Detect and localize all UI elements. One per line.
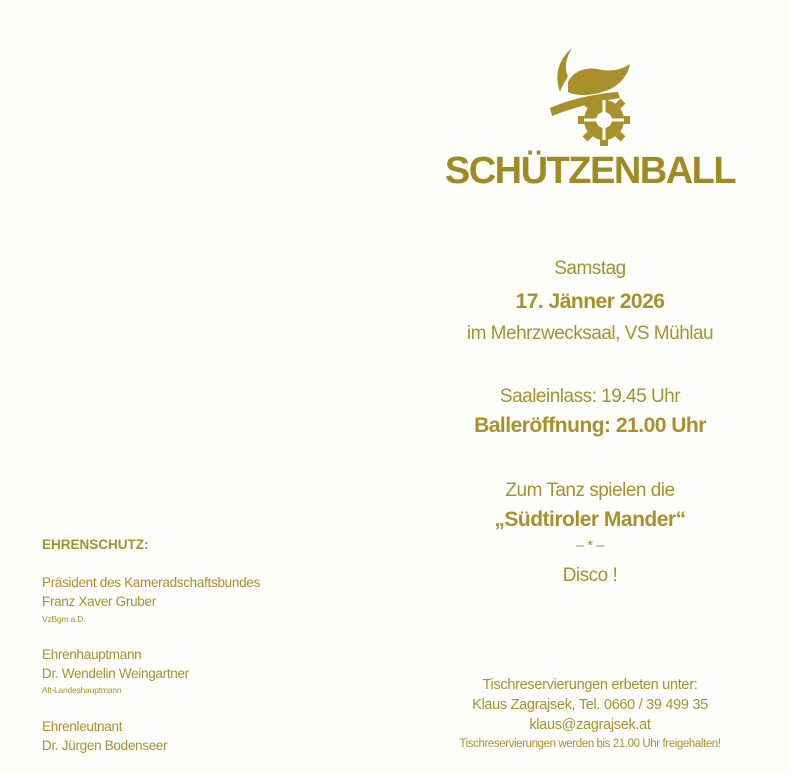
patron-name: Dr. Wendelin Weingartner — [42, 666, 189, 681]
music-intro: Zum Tanz spielen die — [505, 480, 675, 501]
event-title: SCHÜTZENBALL — [444, 150, 736, 192]
separator: – * – — [575, 538, 605, 554]
hat-feather-cogwheel-emblem — [548, 46, 632, 146]
patron-name: Dr. Jürgen Bodenseer — [42, 738, 168, 753]
entry-time: Saaleinlass: 19.45 Uhr — [499, 386, 681, 407]
reservation-note: Tischreservierungen werden bis 21.00 Uhr freigehalten! — [459, 738, 721, 750]
opening-time: Balleröffnung: 21.00 Uhr — [474, 414, 706, 437]
event-venue: im Mehrzwecksaal, VS Mühlau — [466, 323, 714, 344]
band-name: „Südtiroler Mander“ — [494, 508, 686, 531]
patron-role: Präsident des Kameradschaftsbundes — [42, 575, 260, 590]
patron-role: Ehrenleutnant — [42, 719, 123, 734]
patron-sub: VzBgm a.D. — [42, 614, 86, 624]
event-date: 17. Jänner 2026 — [515, 290, 665, 313]
reservation-email: klaus@zagrajsek.at — [529, 717, 651, 733]
patron-sub: Alt-Landeshauptmann — [42, 685, 122, 695]
patron-name: Franz Xaver Gruber — [42, 594, 156, 609]
patron-role: Ehrenhauptmann — [42, 647, 142, 662]
event-day: Samstag — [554, 258, 626, 279]
reservation-contact: Klaus Zagrajsek, Tel. 0660 / 39 499 35 — [472, 697, 708, 713]
honorary-heading: EHRENSCHUTZ: — [42, 537, 149, 552]
reservation-intro: Tischreservierungen erbeten unter: — [482, 677, 698, 693]
disco-note: Disco ! — [562, 565, 618, 586]
